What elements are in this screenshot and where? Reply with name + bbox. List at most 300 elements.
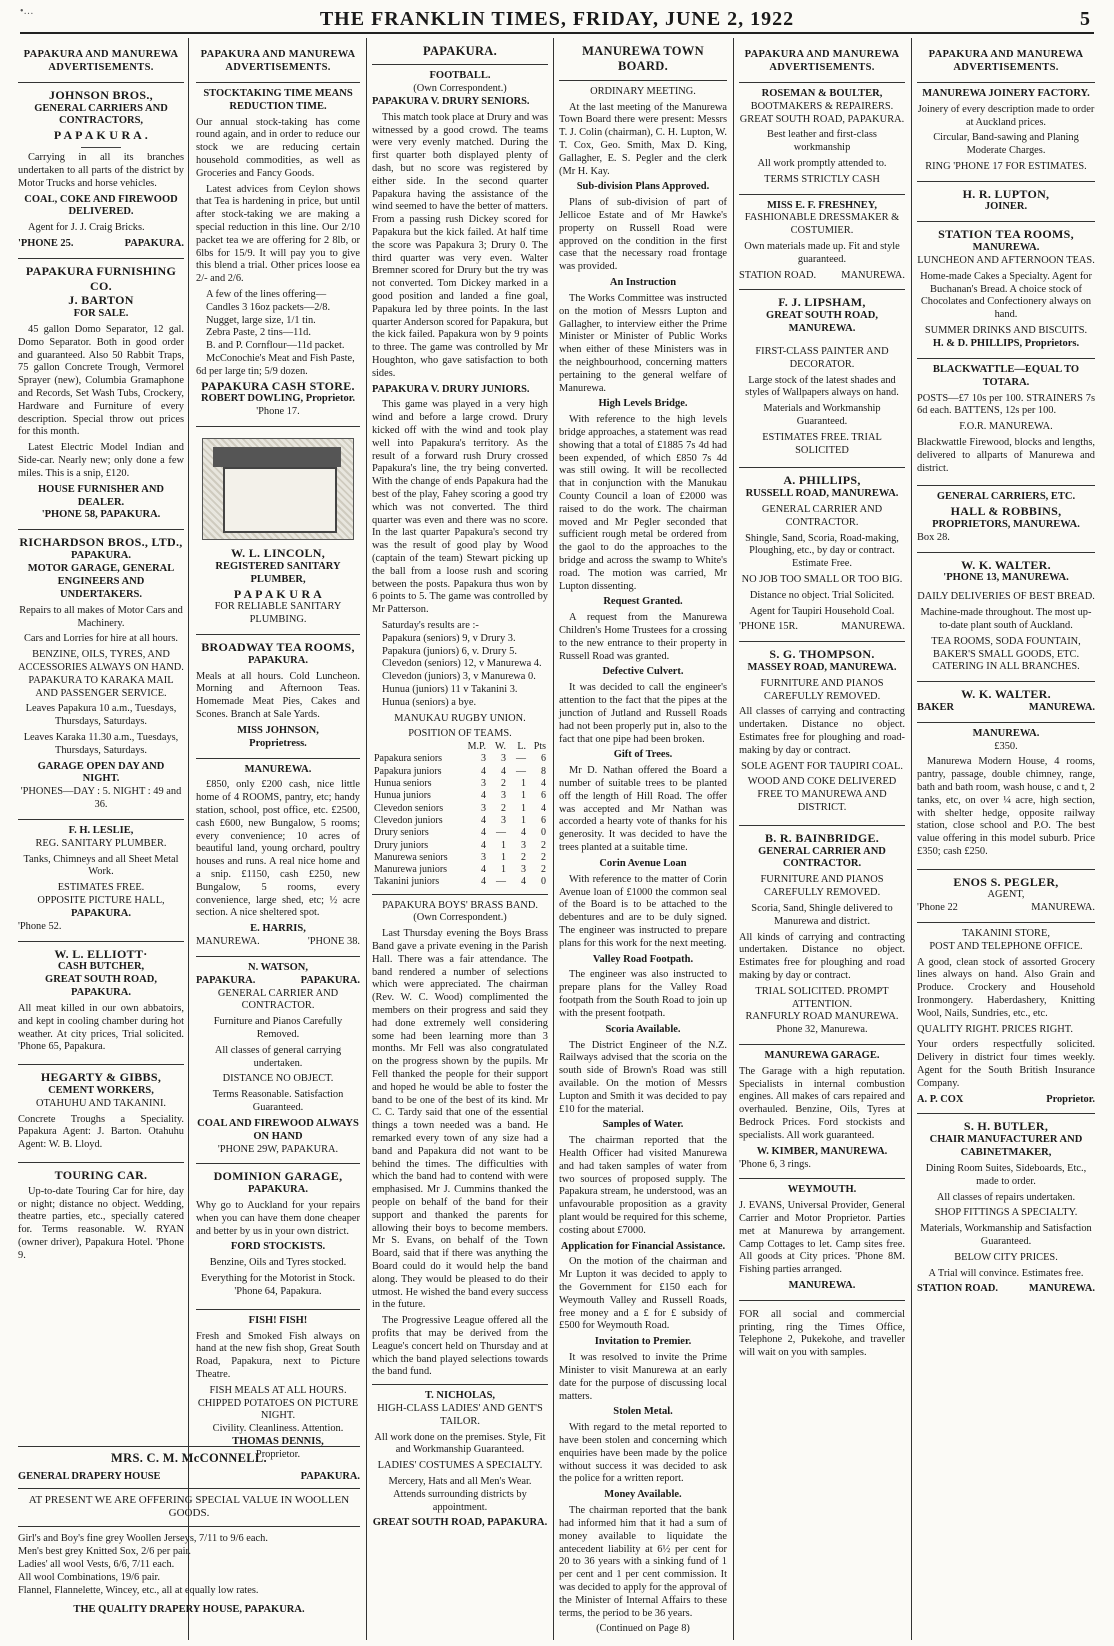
ad-role: Proprietor. (255, 1448, 301, 1460)
table-row (372, 803, 548, 815)
price-list (196, 289, 360, 379)
ad-address: RANFURLY ROAD MANUREWA. (745, 1011, 899, 1023)
ad-name: T. NICHOLAS, (424, 1390, 496, 1402)
ad-proprietor: H. & D. PHILLIPS, Proprietors. (932, 337, 1080, 349)
ad-blackwattle (917, 359, 1095, 487)
ad-body: All work done on the premises. Style, Fit and Workmanship Guaranteed. (374, 1431, 546, 1456)
ad-body: Up-to-date Touring Car for hire, day or night; distance no object. Wedding, theatre parties, etc., specially catered for. Terms reasonable. W. RYAN (owner driver), Papakura Hotel. 'Phone 9. (18, 1185, 184, 1261)
ad-place: PAPAKURA. (71, 907, 131, 919)
table-row (372, 778, 548, 790)
section-subtitle: ORDINARY MEETING. (590, 85, 696, 97)
table-cell: 6 (541, 753, 546, 765)
divider (18, 1526, 360, 1527)
table-cell: 3 (501, 790, 506, 802)
ad-tagline: FOR RELIABLE SANITARY PLUMBING. (214, 601, 342, 626)
ad-body: Furniture and Pianos Carefully Removed. (213, 1016, 343, 1041)
ad-body: All classes of carrying and contracting undertaken. Distance no object. Estimates free for ploughing and road-making by day or contract. (739, 706, 905, 756)
ad-manurewa-property (196, 759, 360, 957)
table-cell: 4 (521, 827, 526, 839)
ad-name: DOMINION GARAGE, (213, 1169, 343, 1184)
ad-trade: FURNITURE AND PIANOS CAREFULLY REMOVED. (760, 677, 884, 702)
ad-body: All work promptly attended to. (757, 157, 887, 169)
ad-body: Terms Reasonable. Satisfaction Guaranteed. (212, 1089, 344, 1114)
column-1 (18, 44, 184, 1446)
ad-highlight: FORD STOCKISTS. (230, 1241, 326, 1253)
ad-highlight: ESTIMATES FREE. (57, 882, 145, 894)
ad-johnson-bros (18, 83, 184, 259)
table-cell: 4 (481, 864, 486, 876)
table-cell: 2 (501, 778, 506, 790)
section-title: MANUREWA TOWN BOARD. (582, 44, 704, 74)
article-body: It was decided to call the engineer's attention to the fact that the pipes at the junction of Jutland and Russell Roads had not been properly put in, also to the fact that one pipe had been broken. (559, 682, 727, 745)
column-rule (733, 38, 734, 1640)
ad-name: JOHNSON BROS., (49, 87, 153, 102)
ad-subtitle: GENERAL CARRIER AND CONTRACTOR. (758, 845, 886, 870)
table-row (372, 864, 548, 876)
table-cell: 8 (541, 765, 546, 777)
ad-body: Everything for the Motorist in Stock. 'Phone 64, Papakura. (200, 1273, 356, 1297)
ad-name: W. L. ELLIOTT· (54, 946, 148, 961)
section-subtitle: FOOTBALL. (429, 70, 491, 82)
article-body: Plans of sub-division of part of Jellicoe Estate and of Mr Hawke's property on Russell Road were approved on the condition in the first case that the necessary road frontage was provided. (559, 197, 727, 273)
ad-body: Meals at all hours. Cold Luncheon. Morning and Afternoon Teas. Homemade Meat Pies, Cakes and Scones. Branch at Sale Yards. (196, 670, 360, 720)
ad-phone: 'PHONE 38. (307, 936, 360, 948)
ad-highlight: BENZINE, OILS, TYRES, AND ACCESSORIES ALWAYS ON HAND. (18, 649, 184, 673)
ad-body: Dining Room Suites, Sideboards, Etc., made to order. (925, 1162, 1087, 1187)
ad-touring-car (18, 1163, 184, 1273)
ad-body: A Trial will convince. Estimates free. (928, 1267, 1084, 1279)
ad-subtitle: HIGH-CLASS LADIES' AND GENT'S TAILOR. (377, 1403, 543, 1427)
ad-place: MANUREWA. (972, 242, 1040, 254)
ad-weymouth (739, 1179, 905, 1301)
ad-body: Materials and Workmanship Guaranteed. (763, 403, 881, 427)
ad-dominion-garage (196, 1164, 360, 1309)
ad-address: GREAT SOUTH ROAD, PAPAKURA. (739, 113, 905, 125)
ad-highlight: PAPAKURA TO KARAKA MAIL AND PASSENGER SERVICE. (28, 674, 174, 699)
table-header-cell: W. (494, 741, 506, 753)
table-row (372, 790, 548, 802)
ad-body: Benzine, Oils and Tyres stocked. (209, 1257, 347, 1269)
article-heading: Request Granted. (603, 596, 683, 608)
column-rule (911, 38, 912, 1640)
ad-name: PAPAKURA CASH STORE. (201, 378, 355, 393)
ad-highlight: AT PRESENT WE ARE OFFERING SPECIAL VALUE IN WOOLLEN GOODS. (28, 1493, 350, 1520)
ad-highlight: BELOW CITY PRICES. (954, 1251, 1058, 1263)
article-heading: Sub-division Plans Approved. (576, 181, 710, 193)
result-line: Clevedon (seniors) 12, v Manurewa 4. (382, 658, 542, 670)
ad-highlight: ESTIMATES FREE. TRIAL SOLICITED (762, 431, 882, 456)
ad-subtitle: GENERAL DRAPERY HOUSE (18, 1470, 161, 1482)
article-heading: PAPAKURA V. DRURY JUNIORS. (372, 383, 530, 395)
ad-subtitle: BOOTMAKERS & REPAIRERS. (750, 100, 894, 112)
ad-subtitle: REGISTERED SANITARY PLUMBER, (215, 560, 341, 585)
ad-cash-store (196, 83, 360, 427)
table-cell: Hunua seniors (374, 778, 432, 790)
ad-body: Best leather and first-class workmanship (767, 129, 877, 154)
ad-body: All classes of repairs undertaken. (936, 1191, 1076, 1203)
ad-name: TOURING CAR. (54, 1168, 148, 1182)
table-cell: Manurewa juniors (374, 864, 448, 876)
table-cell: — (496, 876, 506, 888)
result-line: Hunua (seniors) a bye. (382, 696, 477, 708)
ad-papakura-furnishing (18, 259, 184, 530)
article-heading: Application for Financial Assistance. (560, 1240, 726, 1252)
ad-highlight: TRIAL SOLICITED. PROMPT ATTENTION. (755, 985, 889, 1010)
ad-proprietor: A. P. COX (917, 1093, 964, 1105)
table-cell: 4 (481, 839, 486, 851)
table-cell: Manurewa seniors (374, 851, 448, 863)
ad-title: STOCKTAKING TIME MEANS REDUCTION TIME. (203, 87, 353, 112)
ad-name: HEGARTY & GIBBS, (40, 1070, 162, 1085)
ad-highlight: LADIES' COSTUMES A SPECIALTY. (377, 1460, 543, 1472)
table-row (372, 815, 548, 827)
ad-highlight: SUMMER DRINKS AND BISCUITS. (924, 325, 1088, 336)
article-body: With reference to the matter of Corin Avenue loan of £1000 the common seal of the Board is to be attached to the debentures and are to be duly signed. The engineer was instructed to prepare plans for this work for the next meeting. (559, 873, 727, 949)
price-line: McConochie's Meat and Fish Paste, 6d per large tin; 5/9 dozen. (196, 352, 355, 377)
ad-name: BROADWAY TEA ROOMS, (201, 639, 355, 654)
ad-station-tea-rooms (917, 222, 1095, 358)
ad-body: Fresh and Smoked Fish always on hand at the new fish shop, Great South Road, Papakura, next to Picture Theatre. (196, 1330, 360, 1381)
ad-body: Scoria, Sand, Shingle delivered to Manurewa and district. (751, 902, 893, 927)
ad-name: S. G. THOMPSON. (769, 647, 875, 662)
ad-body: Latest Electric Model Indian and Side-car. Nearly new; only done a few miles. This is a snip, £120. (18, 442, 184, 479)
price-line: Zebra Paste, 2 tins—11d. (206, 327, 311, 339)
ad-name: A. PHILLIPS, (783, 473, 861, 488)
ad-owner: J. BARTON (68, 293, 134, 308)
table-cell: 2 (521, 851, 526, 863)
article-heading: High Levels Bridge. (598, 398, 688, 410)
ad-address: RUSSELL ROAD, MANUREWA. (745, 488, 899, 500)
table-cell: 3 (521, 864, 526, 876)
table-cell: Papakura juniors (374, 765, 442, 777)
table-row (372, 827, 548, 839)
ad-title: FISH! FISH! (248, 1314, 308, 1326)
ad-agent: E. HARRIS, (250, 923, 306, 935)
article-heading: Corin Avenue Loan (599, 857, 687, 869)
article-heading: Stolen Metal. (613, 1406, 673, 1418)
table-cell: 4 (501, 765, 506, 777)
table-cell: 4 (481, 876, 486, 888)
meeting-sections (559, 181, 727, 1620)
ad-proprietor: W. KIMBER, MANUREWA. (756, 1145, 888, 1157)
result-line: Hunua (juniors) 11 v Takanini 3. (382, 683, 518, 695)
table-cell: 6 (541, 790, 546, 802)
ad-place: PAPAKURA. (196, 974, 256, 986)
table-cell: Drury juniors (374, 839, 429, 851)
column-heading: PAPAKURA AND MANUREWA ADVERTISEMENTS. (739, 44, 905, 83)
masthead-corner-mark: •… (20, 6, 34, 17)
table-cell: 4 (481, 814, 486, 826)
column-2 (196, 44, 360, 1460)
result-line: Papakura (seniors) 9, v Drury 3. (382, 632, 516, 644)
divider (372, 894, 548, 895)
ad-subtitle: CHAIR MANUFACTURER AND CABINETMAKER, (929, 1134, 1083, 1159)
ad-agent: Agent for J. J. Craig Bricks. (28, 222, 145, 234)
ad-address: GREAT SOUTH ROAD, (766, 310, 878, 322)
table-cell: 3 (521, 839, 526, 851)
ad-subtitle: REG. SANITARY PLUMBER. (35, 837, 167, 849)
ad-freshney (739, 195, 905, 291)
ad-role: Proprietress. (249, 737, 307, 749)
ad-highlight: DAILY DELIVERIES OF BEST BREAD. (917, 591, 1095, 603)
divider (372, 1384, 548, 1385)
ad-phone: 'Phone 52. (18, 920, 62, 932)
ad-name: F. J. LIPSHAM, (778, 295, 866, 310)
column-heading: PAPAKURA AND MANUREWA ADVERTISEMENTS. (18, 44, 184, 83)
ad-town: PAPAKURA. (124, 238, 184, 250)
ad-name: H. R. LUPTON, (962, 186, 1050, 201)
ad-place: PAPAKURA. (300, 974, 360, 986)
ad-name: BLACKWATTLE—EQUAL TO TOTARA. (932, 363, 1080, 388)
table-row (372, 753, 548, 765)
table-cell: 3 (481, 753, 486, 765)
ad-address: MASSEY ROAD, MANUREWA. (747, 661, 897, 673)
article-heading: Valley Road Footpath. (592, 953, 694, 965)
ad-body: Cars and Lorries for hire at all hours. (23, 633, 179, 645)
article-heading: Samples of Water. (602, 1119, 684, 1131)
ad-manurewa-garage (739, 1045, 905, 1179)
ad-walter-baker (917, 682, 1095, 723)
ad-fish-shop (196, 1310, 360, 1469)
ad-place: MANUREWA. (788, 323, 856, 335)
ad-name: MRS. C. M. McCONNELL. (111, 1451, 267, 1465)
table-title: POSITION OF TEAMS. (408, 728, 512, 740)
continued-note: (Continued on Page 8) (596, 1623, 690, 1635)
ad-line: Girl's and Boy's fine grey Woollen Jerseys, 7/11 to 9/6 each. (18, 1533, 268, 1545)
ad-lipsham (739, 290, 905, 468)
ad-body: Distance no object. Trial Solicited. (749, 589, 895, 601)
results-list (372, 633, 548, 710)
ad-phone: Phone 32, Manurewa. (776, 1024, 868, 1036)
ad-takanini-store (917, 923, 1095, 1114)
ad-body: Home-made Cakes a Specialty. Agent for Buchanan's Bread. A choice stock of Chocolates and Confectionery always on hand. (920, 270, 1092, 321)
masthead (20, 6, 1094, 34)
ad-highlight: TERMS STRICTLY CASH (764, 173, 880, 185)
ad-body: Your orders respectfully solicited. Delivery in district four times weekly. Agent for the South British Insurance Company. (917, 1039, 1095, 1089)
ad-highlight: COAL, COKE AND FIREWOOD DELIVERED. (24, 193, 178, 218)
ad-name: PAPAKURA FURNISHING CO. (25, 263, 177, 293)
table-header-cell (372, 741, 466, 753)
table-cell: — (516, 765, 526, 777)
ad-name: MANUREWA GARAGE. (764, 1049, 880, 1061)
article-body: Mr D. Nathan offered the Board a number of suitable trees to be planted off the length of Hill Road. The offer was accepted and Mr Nathan was accorded a hearty vote of thanks for his generosity. It was decided to have the trees planted at a suitable time. (559, 765, 727, 854)
ad-address: STATION ROAD. (739, 269, 817, 281)
article-body: The Works Committee was instructed on the motion of Messrs Lupton and Gallagher, to interview either the Prime Minister or Minister of Public Works when either of these Ministers was in the neighbourhood, concerning matters pertaining to the general welfare of Manurewa. (559, 292, 727, 394)
article-body: The Progressive League offered all the profits that may be derived from the League's concert held on Thursday and at which the band played selections towards the band fund. (372, 1315, 548, 1378)
ad-body: Materials, Workmanship and Satisfaction Guaranteed. (920, 1223, 1092, 1247)
results-title: Saturday's results are :- (382, 619, 479, 631)
ad-body: J. EVANS, Universal Provider, General Carrier and Motor Proprietor. Parties met at Manurewa by arrangement. Camp Cottages to let. Camp sites free. All goods at City prices. 'Phone 8M. Fishing parties arranged. (739, 1200, 905, 1276)
table-cell: 1 (521, 790, 526, 802)
ad-richardson-bros (18, 530, 184, 820)
ad-line: Flannel, Flannelette, Wincey, etc., all at equally low rates. (18, 1585, 259, 1597)
table-cell: 4 (521, 876, 526, 888)
ad-phone: 'PHONE 58, PAPAKURA. (41, 509, 161, 521)
article-body: This game was played in a very high wind and before a large crowd. Drury kicked off with the wind and took play well into Papakura's territory. As the result of a forward rush Drury crossed Papakura's line, the try being converted. With the change of ends Papakura had the best of the play, Fahey scoring a good try which was not converted. The third quarter was even and there was no score. In the last quarter Papakura's second try was the result of good play by Wood (captain of the team) Stewart picking up the ball from a loose rush and scoring between the posts. Papakura thus won by 6 points to 5. The game was controlled by Mr Patterson. (372, 399, 548, 616)
price-line: A few of the lines offering— (206, 288, 327, 300)
table-cell: 2 (501, 802, 506, 814)
ad-lupton (917, 182, 1095, 223)
article-body: This match took place at Drury and was witnessed by a good crowd. The teams were very evenly matched. During the first quarter both displayed plenty of dash, but no score was registered by either side. In the second quarter Papakura having the assistance of the wind seemed to have the better of matters. From a passing rush Dickey scored for Papakura but the kick failed. At half time the score was Papakura 3; Drury 0. The third quarter was very even. Walter Bremner scored for Drury but the try was not converted. Tom Dickey marked in a good position and landed a fine goal, Papakura led by three points. In the last quarter Anderson scored for Papakura, but the kick failed. Papakura won by 9 points to three. The game was controlled by Mr Houghton, who gave satisfaction to both sides. (372, 111, 549, 379)
ad-address: STATION ROAD. (917, 1283, 999, 1295)
ad-nicholas (372, 1390, 548, 1530)
ad-line: Ladies' all wool Vests, 6/6, 7/11 each. (18, 1559, 175, 1571)
article-body: With regard to the metal reported to have been stolen and concerning which enquiries have been made by the police without success it was decided to ask the police for a written report. (559, 1422, 727, 1485)
ad-town: MANUREWA. (1028, 1283, 1095, 1295)
article-body: With reference to the high levels bridge approaches, a statement was read showing that a total of £1885 7s 4d had been expended, of which £850 7s 4d was still owing. It will be recollected that in conjunction with the Manukau County Council a loan of £2000 was raised to do the work. The chairman moved and Mr Pegler seconded that sufficient rough metal be ordered from the gaol to do the approaches to the bridge and across the swamp to White's road. The motion was carried, Mr Lupton dissenting. (559, 414, 727, 592)
table-cell: 4 (481, 827, 486, 839)
ad-place: PAPAKURA. (248, 1184, 308, 1196)
ad-hegarty-gibbs (18, 1065, 184, 1163)
ad-subtitle: MOTOR GARAGE, GENERAL ENGINEERS AND UNDERTAKERS. (27, 563, 175, 600)
ad-highlight: RING 'PHONE 17 FOR ESTIMATES. (925, 160, 1087, 172)
ad-subtitle: GENERAL CARRIER AND CONTRACTOR. (217, 987, 339, 1012)
ad-highlight: CATERING IN ALL BRANCHES. (932, 661, 1080, 673)
table-cell: 6 (541, 814, 546, 826)
divider (81, 147, 121, 148)
result-line: Papakura (juniors) 6, v. Drury 5. (382, 645, 517, 657)
ad-title: MANUREWA. (244, 763, 312, 775)
ad-body: FOR all social and commercial printing, ring the Times Office, Telephone 2, Pukekohe, and traveller will wait on you with samples. (739, 1308, 905, 1359)
ad-name: MISS E. F. FRESHNEY, (766, 199, 878, 211)
ad-body: POSTS—£7 10s per 100. STRAINERS 7s 6d each. BATTENS, 12s per 100. (917, 392, 1095, 417)
byline: (Own Correspondent.) (413, 912, 507, 924)
ad-body: Circular, Band-sawing and Planing Moderate Charges. (933, 132, 1079, 157)
ad-body: Shingle, Sand, Scoria, Road-making, Ploughing, etc., by day or contract. Estimate Free. (745, 532, 899, 570)
ad-subtitle: FOR SALE. (73, 308, 129, 320)
ad-place: P A P A K U R A . (53, 128, 149, 143)
ad-name: ENOS S. PEGLER, (953, 874, 1059, 889)
table-cell: 1 (501, 851, 506, 863)
ad-address: OPPOSITE PICTURE HALL, (37, 895, 165, 906)
ad-name: HALL & ROBBINS, (950, 504, 1062, 519)
ad-highlight: TEA ROOMS, SODA FOUNTAIN, BAKER'S SMALL GOODS, ETC. (931, 635, 1081, 660)
ad-leslie (18, 820, 184, 942)
ad-body: A good, clean stock of assorted Grocery lines always on hand. Also Grain and Produce. Crockery and Household Ironmongery. Haberdashery, Knitting Wool, Nails, Sundries, etc., etc. (917, 956, 1095, 1019)
ad-lincoln (196, 427, 360, 635)
ad-watson (196, 957, 360, 1164)
ad-body: Repairs to all makes of Motor Cars and Machinery. (19, 604, 183, 629)
ad-timetable: Leaves Karaka 11.30 a.m., Tuesdays, Thursdays, Saturdays. (23, 731, 179, 756)
ad-footer: THE QUALITY DRAPERY HOUSE, PAPAKURA. (73, 1604, 305, 1616)
divider (18, 1488, 360, 1489)
ad-name: W. K. WALTER. (961, 687, 1051, 702)
ad-roseman-boulter (739, 83, 905, 195)
divider (372, 64, 548, 65)
ad-name: F. H. LESLIE, (68, 824, 134, 836)
ad-address: GREAT SOUTH ROAD, PAPAKURA. (372, 1517, 548, 1529)
table-cell: 4 (481, 765, 486, 777)
ad-name: S. H. BUTLER, (963, 1119, 1049, 1134)
ad-proprietor: MISS JOHNSON, (237, 724, 319, 736)
column-heading: PAPAKURA AND MANUREWA ADVERTISEMENTS. (917, 44, 1095, 83)
ad-trade: FIRST-CLASS PAINTER AND DECORATOR. (755, 345, 889, 370)
article-body: A request from the Manurewa Children's Home Trustees for a crossing to the new entrance to their property in Russell Road was granted. (559, 612, 727, 662)
building-illustration (202, 438, 354, 540)
article-heading: Invitation to Premier. (594, 1336, 692, 1348)
column-rule (553, 38, 554, 1640)
ad-highlight: SHOP FITTINGS A SPECIALTY. (934, 1207, 1078, 1219)
table-cell: 0 (541, 876, 546, 888)
table-cell: Clevedon seniors (374, 802, 444, 814)
ad-box: Box 28. (917, 531, 950, 543)
table-cell: 3 (481, 778, 486, 790)
table-row (372, 876, 548, 888)
table-cell: Drury seniors (374, 827, 429, 839)
ad-place: PAPAKURA. (248, 654, 308, 666)
section-subtitle: MANUKAU RUGBY UNION. (394, 712, 526, 724)
ad-timetable: Leaves Papakura 10 a.m., Tuesdays, Thursdays, Saturdays. (25, 703, 177, 728)
ad-phone: 'Phone 17. (256, 406, 300, 418)
ad-subtitle: LUNCHEON AND AFTERNOON TEAS. (917, 255, 1095, 267)
ad-subtitle: GENERAL CARRIERS, ETC. (936, 491, 1076, 503)
ad-agent: Agent for Taupiri Household Coal. (749, 605, 895, 617)
table-cell: 3 (481, 802, 486, 814)
table-row (372, 766, 548, 778)
ad-name: MANUREWA JOINERY FACTORY. (922, 87, 1090, 99)
ad-walter-bakery (917, 553, 1095, 682)
ad-place: P A P A K U R A (233, 586, 323, 601)
ad-subtitle: AGENT, (987, 889, 1025, 901)
ad-name: TAKANINI STORE, (962, 928, 1050, 940)
ad-subtitle: GENERAL CARRIERS AND CONTRACTORS, (34, 102, 168, 127)
ad-phillips (739, 468, 905, 642)
table-cell: 4 (541, 802, 546, 814)
ad-body: 45 gallon Domo Separator, 12 gal. Domo Separator. Both in good order and guaranteed. Also 50 Rabbit Traps, 75 gallon Concrete Trough, Vermorel Sprayer (new), Columbia Gramaphone and Records, Set Wash Tubs, Crockery, Hardware and Furniture of every description. Special throw out prices for this month. (18, 324, 184, 438)
table-row (372, 852, 548, 864)
ad-manurewa-house (917, 723, 1095, 870)
ad-highlight: FISH MEALS AT ALL HOURS. (209, 1384, 347, 1396)
ad-name: ROSEMAN & BOULTER, (761, 87, 883, 99)
byline: (Own Correspondent.) (413, 83, 507, 95)
ad-highlight: COAL AND FIREWOOD ALWAYS ON HAND (197, 1117, 359, 1142)
ad-proprietor: ROBERT DOWLING, Proprietor. (200, 393, 356, 405)
table-cell: 2 (541, 864, 546, 876)
ad-role: Proprietor. (1046, 1093, 1095, 1105)
ad-body: Manurewa Modern House, 4 rooms, pantry, passage, double chimney, range, bath and bath room, wash house, c and t, 2 tanks, etc, on over ¼ acre, high section, with shelter hedge, opposite railway station, close school and P.O. The best value offering in this model suburb. Price £350; cash £250. (917, 756, 1095, 857)
article-heading: Scoria Available. (605, 1023, 681, 1035)
ad-subtitle: JOINER. (984, 201, 1028, 213)
ad-place: MANUREWA. (788, 1279, 856, 1291)
ad-highlight: HOUSE FURNISHER AND DEALER. (37, 483, 165, 508)
section-title: PAPAKURA. (422, 44, 498, 58)
table-cell: Takanini juniors (374, 876, 440, 888)
divider (559, 80, 727, 81)
ad-subtitle: BAKER (917, 701, 954, 713)
price-line: Candles 3 16oz packets—2/8. (206, 301, 331, 313)
ad-body: Carrying in all its branches undertaken to all parts of the district by Motor Trucks and horse vehicles. (18, 152, 184, 189)
price-line: B. and P. Cornflour—11d packet. (206, 340, 345, 352)
column-heading: PAPAKURA AND MANUREWA ADVERTISEMENTS. (196, 44, 360, 83)
ad-elliott (18, 942, 184, 1066)
ad-subtitle: FASHIONABLE DRESSMAKER & COSTUMIER. (744, 212, 900, 237)
ad-phone: 'Phone 6, 3 rings. (739, 1158, 812, 1170)
article-body: It was resolved to invite the Prime Minister to visit Manurewa at an early date for the purpose of discussing local matters. (559, 1352, 727, 1402)
article-body: On the motion of the chairman and Mr Lupton it was decided to apply to the Government for £150 each for Weymouth Valley and Russell Roads, free money and a £ for £ subsidy of £500 for Weymouth Road. (559, 1256, 727, 1332)
ad-joinery-factory (917, 83, 1095, 182)
table-cell: 2 (541, 839, 546, 851)
table-header-cell: Pts (533, 741, 546, 753)
ad-phone: 'PHONE 15R. (739, 621, 799, 633)
ad-highlight: QUALITY RIGHT. PRICES RIGHT. (917, 1023, 1073, 1035)
ad-place: PAPAKURA. (300, 1470, 360, 1482)
ad-body: £850, only £200 cash, nice little home of 4 ROOMS, pantry, etc; handy station, school, post office, etc. £2500, cash £600, new Bungalow, 5 rooms; every convenience; 10 acres of beautiful land, young orchard, poultry houses and runs. A real nice home and a snip. £1150, cash £250, new Bungalow, 5 rooms, every convenience, large shed, etc; ½ acre section. A nice sheltered spot. (196, 779, 360, 919)
ad-highlight: SOLE AGENT FOR TAUPIRI COAL. (741, 760, 903, 772)
ad-town: MANUREWA. (841, 269, 905, 281)
ad-town: MANUREWA. (841, 621, 905, 633)
ad-body: All classes of general carrying undertaken. (214, 1044, 342, 1069)
ad-mcconnell (18, 1446, 360, 1643)
